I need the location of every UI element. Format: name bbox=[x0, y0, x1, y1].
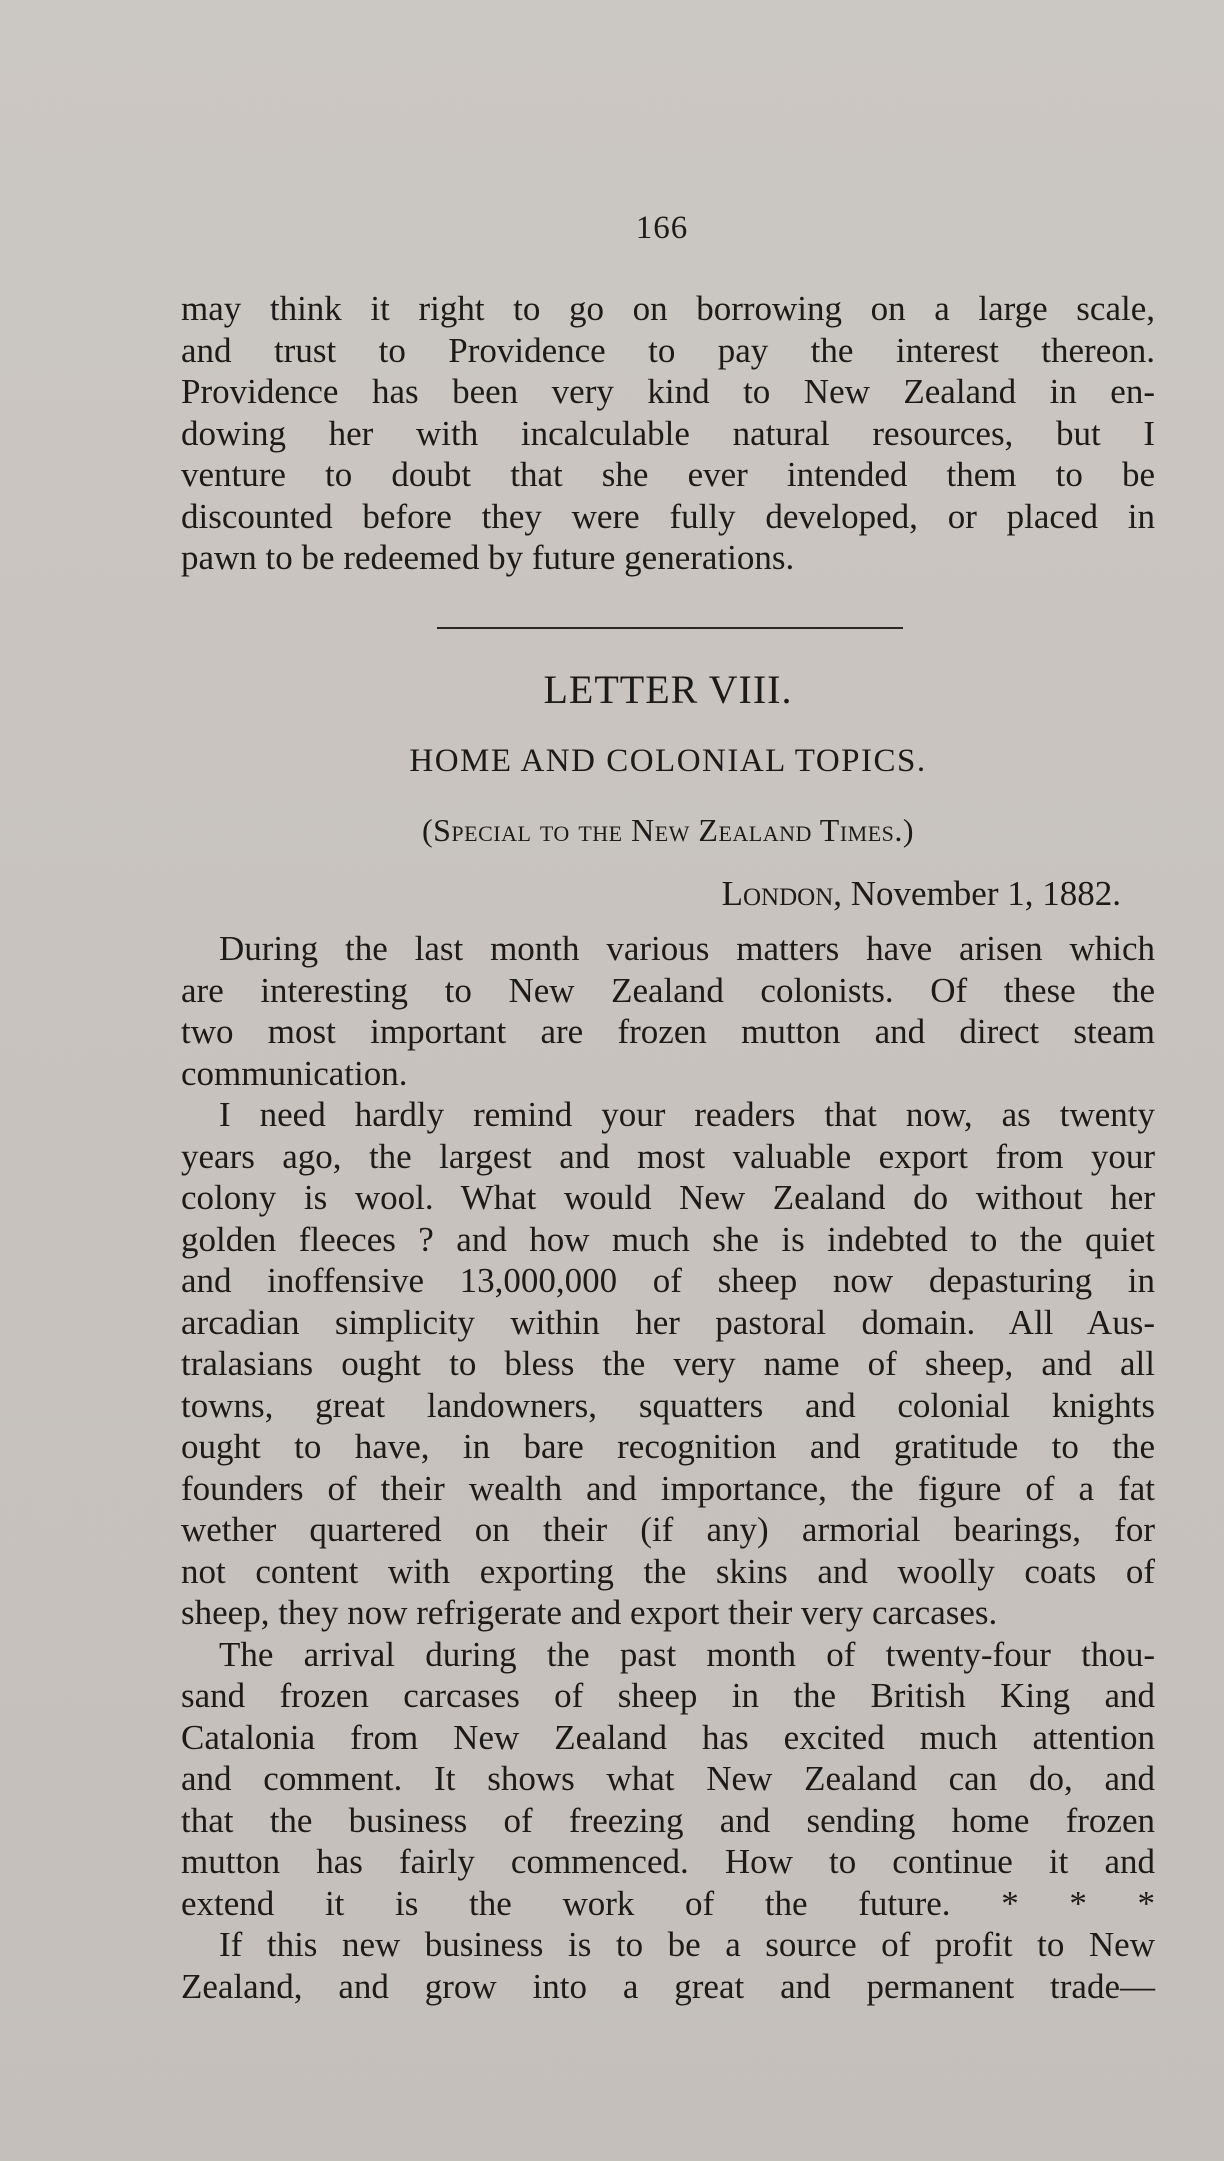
text-line: ought to have, in bare recognition and gratitude to the bbox=[181, 1427, 1155, 1466]
letter-body bbox=[181, 928, 1155, 2007]
text-line: Catalonia from New Zealand has excited much attention bbox=[181, 1717, 1155, 1757]
text-line: colony is wool. What would New Zealand do without her bbox=[181, 1178, 1155, 1217]
letter-topic: HOME AND COLONIAL TOPICS. bbox=[409, 743, 927, 779]
text-line: arcadian simplicity within her pastoral domain. All Aus- bbox=[181, 1302, 1155, 1342]
text-line: The arrival during the past month of twenty-four thou- bbox=[219, 1634, 1155, 1674]
dateline bbox=[722, 874, 1121, 914]
text-line: wether quartered on their (if any) armorial bearings, for bbox=[181, 1510, 1155, 1549]
text-line: not content with exporting the skins and woolly coats of bbox=[181, 1551, 1155, 1591]
text-line: and trust to Providence to pay the interest thereon. bbox=[181, 330, 1155, 370]
text-line: I need hardly remind your readers that now, as twenty bbox=[219, 1095, 1155, 1134]
special-note bbox=[181, 812, 1155, 849]
opening-paragraph bbox=[181, 288, 1155, 579]
text-line: If this new business is to be a source of profit to New bbox=[219, 1925, 1155, 1964]
text-line: Zealand, and grow into a great and permanent trade— bbox=[181, 1966, 1155, 2006]
text-line: towns, great landowners, squatters and colonial knights bbox=[181, 1385, 1155, 1425]
section-divider bbox=[437, 627, 903, 629]
dateline-place: London, bbox=[721, 874, 843, 913]
text-line: and inoffensive 13,000,000 of sheep now depasturing in bbox=[181, 1261, 1155, 1300]
text-line: are interesting to New Zealand colonists. Of these the bbox=[181, 970, 1155, 1010]
text-line: dowing her with incalculable natural resources, but I bbox=[181, 413, 1155, 453]
text-line: sand frozen carcases of sheep in the British King and bbox=[181, 1676, 1155, 1715]
text-line: communication. bbox=[181, 1053, 408, 1093]
text-line: extend it is the work of the future. * * * bbox=[181, 1883, 1155, 1923]
text-line: sheep, they now refrigerate and export their very carcases. bbox=[181, 1593, 998, 1632]
text-line: Providence has been very kind to New Zealand in en- bbox=[181, 372, 1155, 411]
text-line: years ago, the largest and most valuable export from your bbox=[181, 1136, 1155, 1176]
text-line: and comment. It shows what New Zealand can do, and bbox=[181, 1759, 1155, 1798]
text-line: founders of their wealth and importance, the figure of a fat bbox=[181, 1468, 1155, 1508]
text-line: pawn to be redeemed by future generations. bbox=[181, 538, 795, 577]
text-line: mutton has fairly commenced. How to continue it and bbox=[181, 1842, 1155, 1881]
text-line: that the business of freezing and sending home frozen bbox=[181, 1800, 1155, 1840]
text-line: discounted before they were fully developed, or placed in bbox=[181, 496, 1155, 536]
page-number: 166 bbox=[635, 210, 689, 246]
text-line: During the last month various matters have arisen which bbox=[219, 929, 1155, 968]
text-line: two most important are frozen mutton and direct steam bbox=[181, 1012, 1155, 1051]
text-line: venture to doubt that she ever intended them to be bbox=[181, 455, 1155, 494]
text-line: tralasians ought to bless the very name of sheep, and all bbox=[181, 1344, 1155, 1383]
special-note-text: (Special to the New Zealand Times.) bbox=[421, 812, 915, 848]
text-line: golden fleeces ? and how much she is indebted to the quiet bbox=[181, 1219, 1155, 1259]
letter-title: LETTER VIII. bbox=[543, 667, 793, 712]
dateline-date: November 1, 1882. bbox=[850, 874, 1121, 913]
text-line: may think it right to go on borrowing on a large scale, bbox=[181, 289, 1155, 328]
